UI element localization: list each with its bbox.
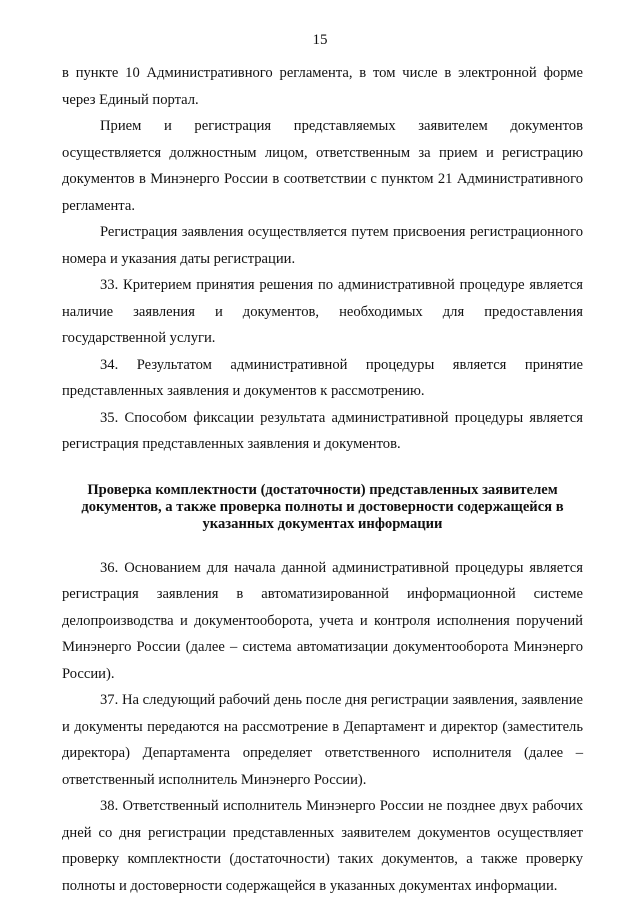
paragraph-34: 34. Результатом административной процедуры является принятие представленных заявления и документов к рассмотрению. (62, 356, 583, 399)
section-heading: Проверка комплектности (достаточности) представленных заявителем документов, а также проверка полноты и достоверности содержащейся в указанных документах информации (81, 481, 564, 532)
paragraph-33: 33. Критерием принятия решения по административной процедуре является наличие заявления и документов, необходимых для предоставления государственной услуги. (62, 277, 583, 346)
paragraph-continuation: в пункте 10 Административного регламента, в том числе в электронной форме через Единый портал. (62, 65, 583, 108)
paragraph-reception: Прием и регистрация представляемых заявителем документов осуществляется должностным лицом, ответственным за прием и регистрацию документов в Минэнерго России в соответствии с пунктом 21 Административного регламента. (62, 118, 583, 214)
paragraph-38: 38. Ответственный исполнитель Минэнерго России не позднее двух рабочих дней со дня регистрации представленных заявителем документов осуществляет проверку комплектности (достаточности) таких документов, а также проверку полноты и достоверности содержащейся в указанных документах информации. (62, 798, 583, 894)
page-number: 15 (312, 32, 328, 48)
paragraph-registration: Регистрация заявления осуществляется путем присвоения регистрационного номера и указания даты регистрации. (62, 224, 583, 267)
paragraph-36: 36. Основанием для начала данной административной процедуры является регистрация заявления в автоматизированной информационной системе делопроизводства и документооборота, учета и контроля исполнения поручений Минэнерго России (далее – система автоматизации документооборота Минэнерго России). (62, 559, 583, 682)
paragraph-37: 37. На следующий рабочий день после дня регистрации заявления, заявление и документы передаются на рассмотрение в Департамент и директор (заместитель директора) Департамента определяет ответственного исполнителя (далее – ответственный исполнитель Минэнерго России). (62, 692, 583, 788)
paragraph-35: 35. Способом фиксации результата административной процедуры является регистрация представленных заявления и документов. (62, 409, 583, 452)
document-body (62, 60, 583, 899)
